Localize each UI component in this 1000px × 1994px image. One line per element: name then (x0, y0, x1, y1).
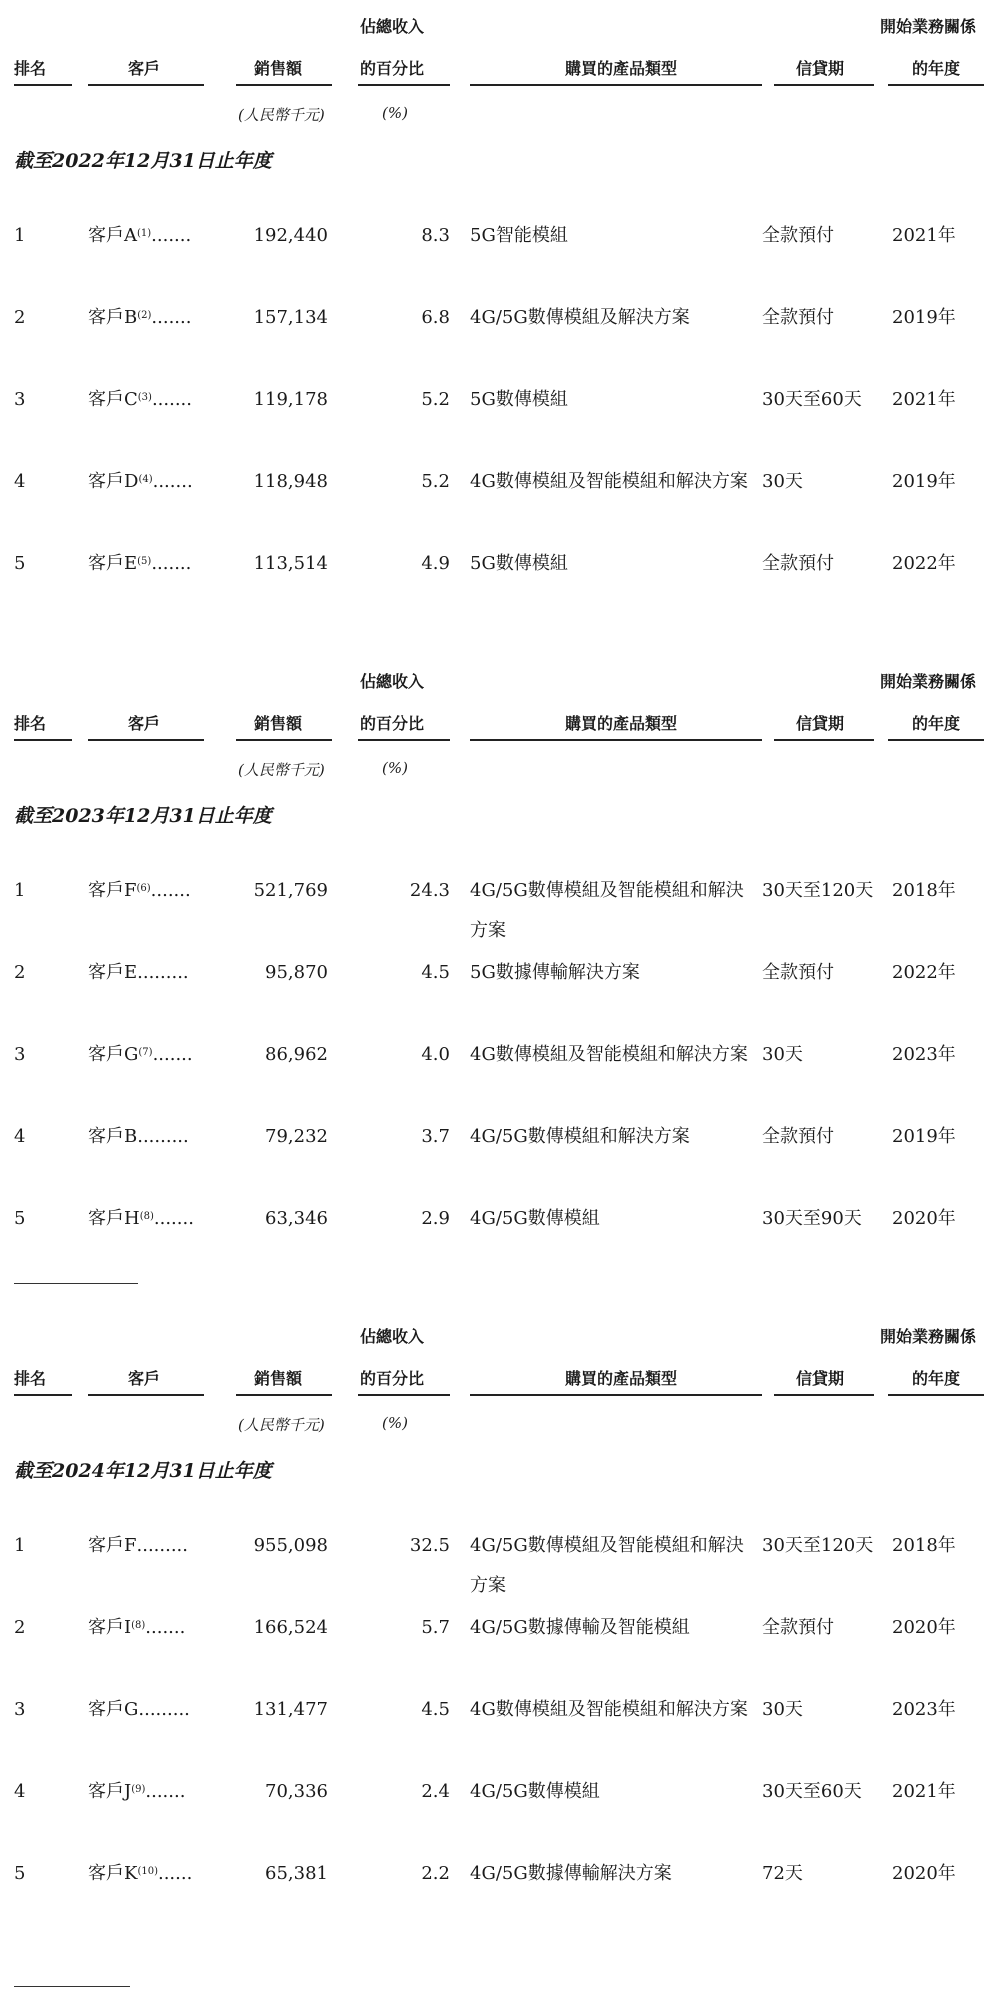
credit-cell: 30天 (762, 1699, 803, 1720)
table-row (0, 1035, 1000, 1105)
year-cell: 2018年 (892, 880, 956, 901)
pct-cell: 2.9 (421, 1208, 450, 1229)
rank-cell: 4 (14, 471, 26, 492)
sales-cell: 166,524 (253, 1617, 328, 1638)
year-cell: 2018年 (892, 1535, 956, 1556)
credit-cell: 全款預付 (762, 1126, 834, 1147)
pct-cell: 2.2 (421, 1863, 450, 1884)
credit-cell: 30天至120天 (762, 1535, 874, 1556)
product-cell: 5G數傳模組 (470, 553, 568, 574)
period-title: 截至2024年12月31日止年度 (14, 1460, 272, 1482)
pct-cell: 6.8 (421, 307, 450, 328)
table-section (0, 0, 1000, 650)
col-header-rank: 排名 (14, 1369, 47, 1388)
leader-dots: ....... (145, 1617, 186, 1638)
header-underline (236, 84, 332, 86)
table-section (0, 1310, 1000, 1960)
col-header-year-line1: 開始業務關係 (880, 1327, 977, 1346)
pct-cell: 5.2 (421, 471, 450, 492)
rank-cell: 1 (14, 225, 26, 246)
rank-cell: 4 (14, 1781, 26, 1802)
header-underline (888, 1394, 984, 1396)
customer-footnote-ref: (2) (137, 310, 152, 321)
table-row (0, 1772, 1000, 1842)
product-cell: 4G數傳模組及智能模組和解決方案 (470, 1699, 748, 1720)
pct-cell: 32.5 (409, 1535, 450, 1556)
table-row (0, 380, 1000, 450)
rank-cell: 3 (14, 1699, 26, 1720)
header-underline (358, 1394, 450, 1396)
product-cell: 5G數傳模組 (470, 389, 568, 410)
col-header-rank: 排名 (14, 714, 47, 733)
customer-footnote-ref: (4) (138, 474, 153, 485)
rank-cell: 3 (14, 389, 26, 410)
col-header-year-line2: 的年度 (912, 59, 961, 78)
header-underline (236, 1394, 332, 1396)
period-title: 截至2022年12月31日止年度 (14, 150, 272, 172)
product-cell: 4G/5G數據傳輸解決方案 (470, 1863, 672, 1884)
table-row (0, 1608, 1000, 1678)
customer-name: 客戶D (88, 471, 139, 492)
year-cell: 2019年 (892, 307, 956, 328)
leader-dots: ....... (153, 1208, 194, 1229)
col-header-year-line1: 開始業務關係 (880, 672, 977, 691)
col-header-year-line1: 開始業務關係 (880, 17, 977, 36)
customer-name: 客戶F (88, 1535, 137, 1556)
pct-cell: 4.5 (421, 962, 450, 983)
col-header-product: 購買的產品類型 (565, 59, 678, 78)
customer-footnote-ref: (9) (131, 1784, 146, 1795)
table-section (0, 655, 1000, 1305)
customer-cell (88, 380, 192, 420)
pct-cell: 4.0 (421, 1044, 450, 1065)
header-underline (236, 739, 332, 741)
col-header-sales: 銷售額 (254, 1369, 303, 1388)
product-cell: 4G/5G數傳模組及智能模組和解決方案 (470, 880, 744, 941)
customer-cell (88, 1526, 188, 1566)
sales-unit: (人民幣千元) (238, 1416, 325, 1434)
table-row (0, 953, 1000, 1023)
leader-dots: ....... (152, 1044, 193, 1065)
credit-cell: 30天至90天 (762, 1208, 862, 1229)
credit-cell: 30天至60天 (762, 389, 862, 410)
credit-cell: 30天 (762, 471, 803, 492)
header-underline (358, 84, 450, 86)
period-title: 截至2023年12月31日止年度 (14, 805, 272, 827)
leader-dots: ...... (157, 1863, 193, 1884)
sales-cell: 119,178 (253, 389, 328, 410)
sales-cell: 521,769 (253, 880, 328, 901)
header-underline (88, 739, 204, 741)
rank-cell: 2 (14, 962, 26, 983)
rank-cell: 2 (14, 307, 26, 328)
header-underline (774, 739, 874, 741)
header-underline (774, 84, 874, 86)
sales-cell: 192,440 (253, 225, 328, 246)
credit-cell: 72天 (762, 1863, 803, 1884)
col-header-customer: 客戶 (128, 1369, 161, 1388)
customer-footnote-ref: (6) (136, 883, 151, 894)
pct-cell: 5.2 (421, 389, 450, 410)
pct-unit: (%) (382, 104, 408, 122)
header-underline (14, 1394, 72, 1396)
col-header-year-line2: 的年度 (912, 714, 961, 733)
customer-name: 客戶B (88, 307, 138, 328)
customer-cell (88, 1854, 192, 1894)
credit-cell: 全款預付 (762, 225, 834, 246)
product-cell: 4G數傳模組及智能模組和解決方案 (470, 1044, 748, 1065)
product-cell: 4G/5G數傳模組 (470, 1208, 600, 1229)
year-cell: 2019年 (892, 1126, 956, 1147)
sales-cell: 70,336 (265, 1781, 328, 1802)
year-cell: 2020年 (892, 1617, 956, 1638)
col-header-pct-line2: 的百分比 (360, 1369, 425, 1388)
customer-cell (88, 1772, 185, 1812)
sales-cell: 113,514 (253, 553, 328, 574)
leader-dots: ....... (151, 553, 192, 574)
header-underline (88, 1394, 204, 1396)
leader-dots: ....... (151, 225, 192, 246)
pct-cell: 4.5 (421, 1699, 450, 1720)
col-header-customer: 客戶 (128, 59, 161, 78)
sales-cell: 65,381 (265, 1863, 328, 1884)
table-row (0, 462, 1000, 532)
customer-name: 客戶I (88, 1617, 132, 1638)
year-cell: 2020年 (892, 1863, 956, 1884)
credit-cell: 全款預付 (762, 307, 834, 328)
customer-name: 客戶E (88, 962, 138, 983)
sales-cell: 118,948 (253, 471, 328, 492)
customer-cell (88, 1608, 185, 1648)
col-header-pct-line1: 佔總收入 (360, 672, 425, 691)
sales-cell: 157,134 (253, 307, 328, 328)
product-cell: 4G/5G數傳模組及智能模組和解決方案 (470, 1535, 744, 1596)
credit-cell: 30天至60天 (762, 1781, 862, 1802)
year-cell: 2021年 (892, 1781, 956, 1802)
col-header-pct-line1: 佔總收入 (360, 1327, 425, 1346)
header-underline (470, 739, 762, 741)
table-row (0, 1690, 1000, 1760)
customer-cell (88, 953, 189, 993)
header-underline (470, 1394, 762, 1396)
customer-name: 客戶J (88, 1781, 132, 1802)
customer-footnote-ref: (7) (138, 1047, 153, 1058)
customer-cell (88, 1690, 190, 1730)
rank-cell: 2 (14, 1617, 26, 1638)
credit-cell: 全款預付 (762, 553, 834, 574)
customer-name: 客戶G (88, 1044, 139, 1065)
leader-dots: ....... (151, 389, 193, 410)
header-underline (358, 739, 450, 741)
leader-dots: ....... (151, 307, 192, 328)
pct-cell: 2.4 (421, 1781, 450, 1802)
year-cell: 2022年 (892, 962, 956, 983)
customer-cell (88, 1035, 193, 1075)
table-row (0, 1526, 1000, 1596)
sales-cell: 63,346 (265, 1208, 328, 1229)
product-cell: 4G/5G數據傳輸及智能模組 (470, 1617, 690, 1638)
customer-name: 客戶G (88, 1699, 139, 1720)
sales-unit: (人民幣千元) (238, 106, 325, 124)
pct-cell: 24.3 (409, 880, 450, 901)
rank-cell: 5 (14, 553, 26, 574)
customer-footnote-ref: (5) (137, 556, 152, 567)
rank-cell: 5 (14, 1208, 26, 1229)
customer-cell (88, 544, 191, 584)
year-cell: 2023年 (892, 1699, 956, 1720)
col-header-pct-line1: 佔總收入 (360, 17, 425, 36)
sales-cell: 79,232 (265, 1126, 328, 1147)
customer-footnote-ref: (10) (137, 1866, 158, 1877)
pct-cell: 8.3 (421, 225, 450, 246)
leader-dots: ....... (152, 471, 193, 492)
col-header-pct-line2: 的百分比 (360, 59, 425, 78)
table-row (0, 1117, 1000, 1187)
customer-name: 客戶F (88, 880, 137, 901)
rank-cell: 3 (14, 1044, 26, 1065)
col-header-credit: 信貸期 (796, 714, 845, 733)
customer-cell (88, 1117, 189, 1157)
header-underline (774, 1394, 874, 1396)
col-header-year-line2: 的年度 (912, 1369, 961, 1388)
col-header-product: 購買的產品類型 (565, 1369, 678, 1388)
customer-name: 客戶E (88, 553, 138, 574)
sales-cell: 131,477 (253, 1699, 328, 1720)
customer-footnote-ref: (1) (137, 228, 152, 239)
footnote-rule (14, 1283, 138, 1284)
customer-cell (88, 1199, 194, 1239)
sales-cell: 955,098 (253, 1535, 328, 1556)
col-header-rank: 排名 (14, 59, 47, 78)
year-cell: 2020年 (892, 1208, 956, 1229)
product-cell: 4G數傳模組及智能模組和解決方案 (470, 471, 748, 492)
credit-cell: 30天至120天 (762, 880, 874, 901)
table-row (0, 298, 1000, 368)
sales-cell: 86,962 (265, 1044, 328, 1065)
customer-name: 客戶H (88, 1208, 140, 1229)
col-header-customer: 客戶 (128, 714, 161, 733)
product-cell: 5G智能模組 (470, 225, 568, 246)
customer-name: 客戶C (88, 389, 138, 410)
customer-name: 客戶K (88, 1863, 138, 1884)
table-row (0, 871, 1000, 941)
header-underline (14, 84, 72, 86)
customer-name: 客戶B (88, 1126, 138, 1147)
rank-cell: 1 (14, 880, 26, 901)
col-header-credit: 信貸期 (796, 59, 845, 78)
credit-cell: 30天 (762, 1044, 803, 1065)
footnote-rule (14, 1986, 130, 1987)
col-header-sales: 銷售額 (254, 59, 303, 78)
product-cell: 4G/5G數傳模組和解決方案 (470, 1126, 690, 1147)
header-underline (470, 84, 762, 86)
leader-dots: ......... (138, 1699, 190, 1720)
credit-cell: 全款預付 (762, 962, 834, 983)
pct-cell: 5.7 (421, 1617, 450, 1638)
sales-unit: (人民幣千元) (238, 761, 325, 779)
year-cell: 2022年 (892, 553, 956, 574)
rank-cell: 1 (14, 1535, 26, 1556)
product-cell: 4G/5G數傳模組及解決方案 (470, 307, 690, 328)
customer-footnote-ref: (8) (131, 1620, 146, 1631)
year-cell: 2021年 (892, 389, 956, 410)
year-cell: 2019年 (892, 471, 956, 492)
header-underline (888, 84, 984, 86)
year-cell: 2021年 (892, 225, 956, 246)
table-row (0, 1199, 1000, 1269)
header-underline (888, 739, 984, 741)
customer-cell (88, 871, 191, 911)
header-underline (14, 739, 72, 741)
sales-cell: 95,870 (265, 962, 328, 983)
customer-cell (88, 462, 193, 502)
pct-unit: (%) (382, 759, 408, 777)
col-header-sales: 銷售額 (254, 714, 303, 733)
product-cell: 4G/5G數傳模組 (470, 1781, 600, 1802)
col-header-credit: 信貸期 (796, 1369, 845, 1388)
customer-cell (88, 298, 191, 338)
rank-cell: 5 (14, 1863, 26, 1884)
leader-dots: ....... (145, 1781, 186, 1802)
customer-footnote-ref: (3) (137, 392, 152, 403)
year-cell: 2023年 (892, 1044, 956, 1065)
customer-footnote-ref: (8) (139, 1211, 154, 1222)
table-row (0, 1854, 1000, 1924)
table-row (0, 216, 1000, 286)
pct-cell: 3.7 (421, 1126, 450, 1147)
leader-dots: ....... (150, 880, 191, 901)
table-row (0, 544, 1000, 614)
product-cell: 5G數據傳輸解決方案 (470, 962, 640, 983)
leader-dots: ......... (136, 1535, 188, 1556)
customer-name: 客戶A (88, 225, 137, 246)
col-header-pct-line2: 的百分比 (360, 714, 425, 733)
leader-dots: ......... (137, 962, 189, 983)
customer-cell (88, 216, 191, 256)
pct-unit: (%) (382, 1414, 408, 1432)
credit-cell: 全款預付 (762, 1617, 834, 1638)
leader-dots: ......... (137, 1126, 189, 1147)
rank-cell: 4 (14, 1126, 26, 1147)
col-header-product: 購買的產品類型 (565, 714, 678, 733)
header-underline (88, 84, 204, 86)
pct-cell: 4.9 (421, 553, 450, 574)
